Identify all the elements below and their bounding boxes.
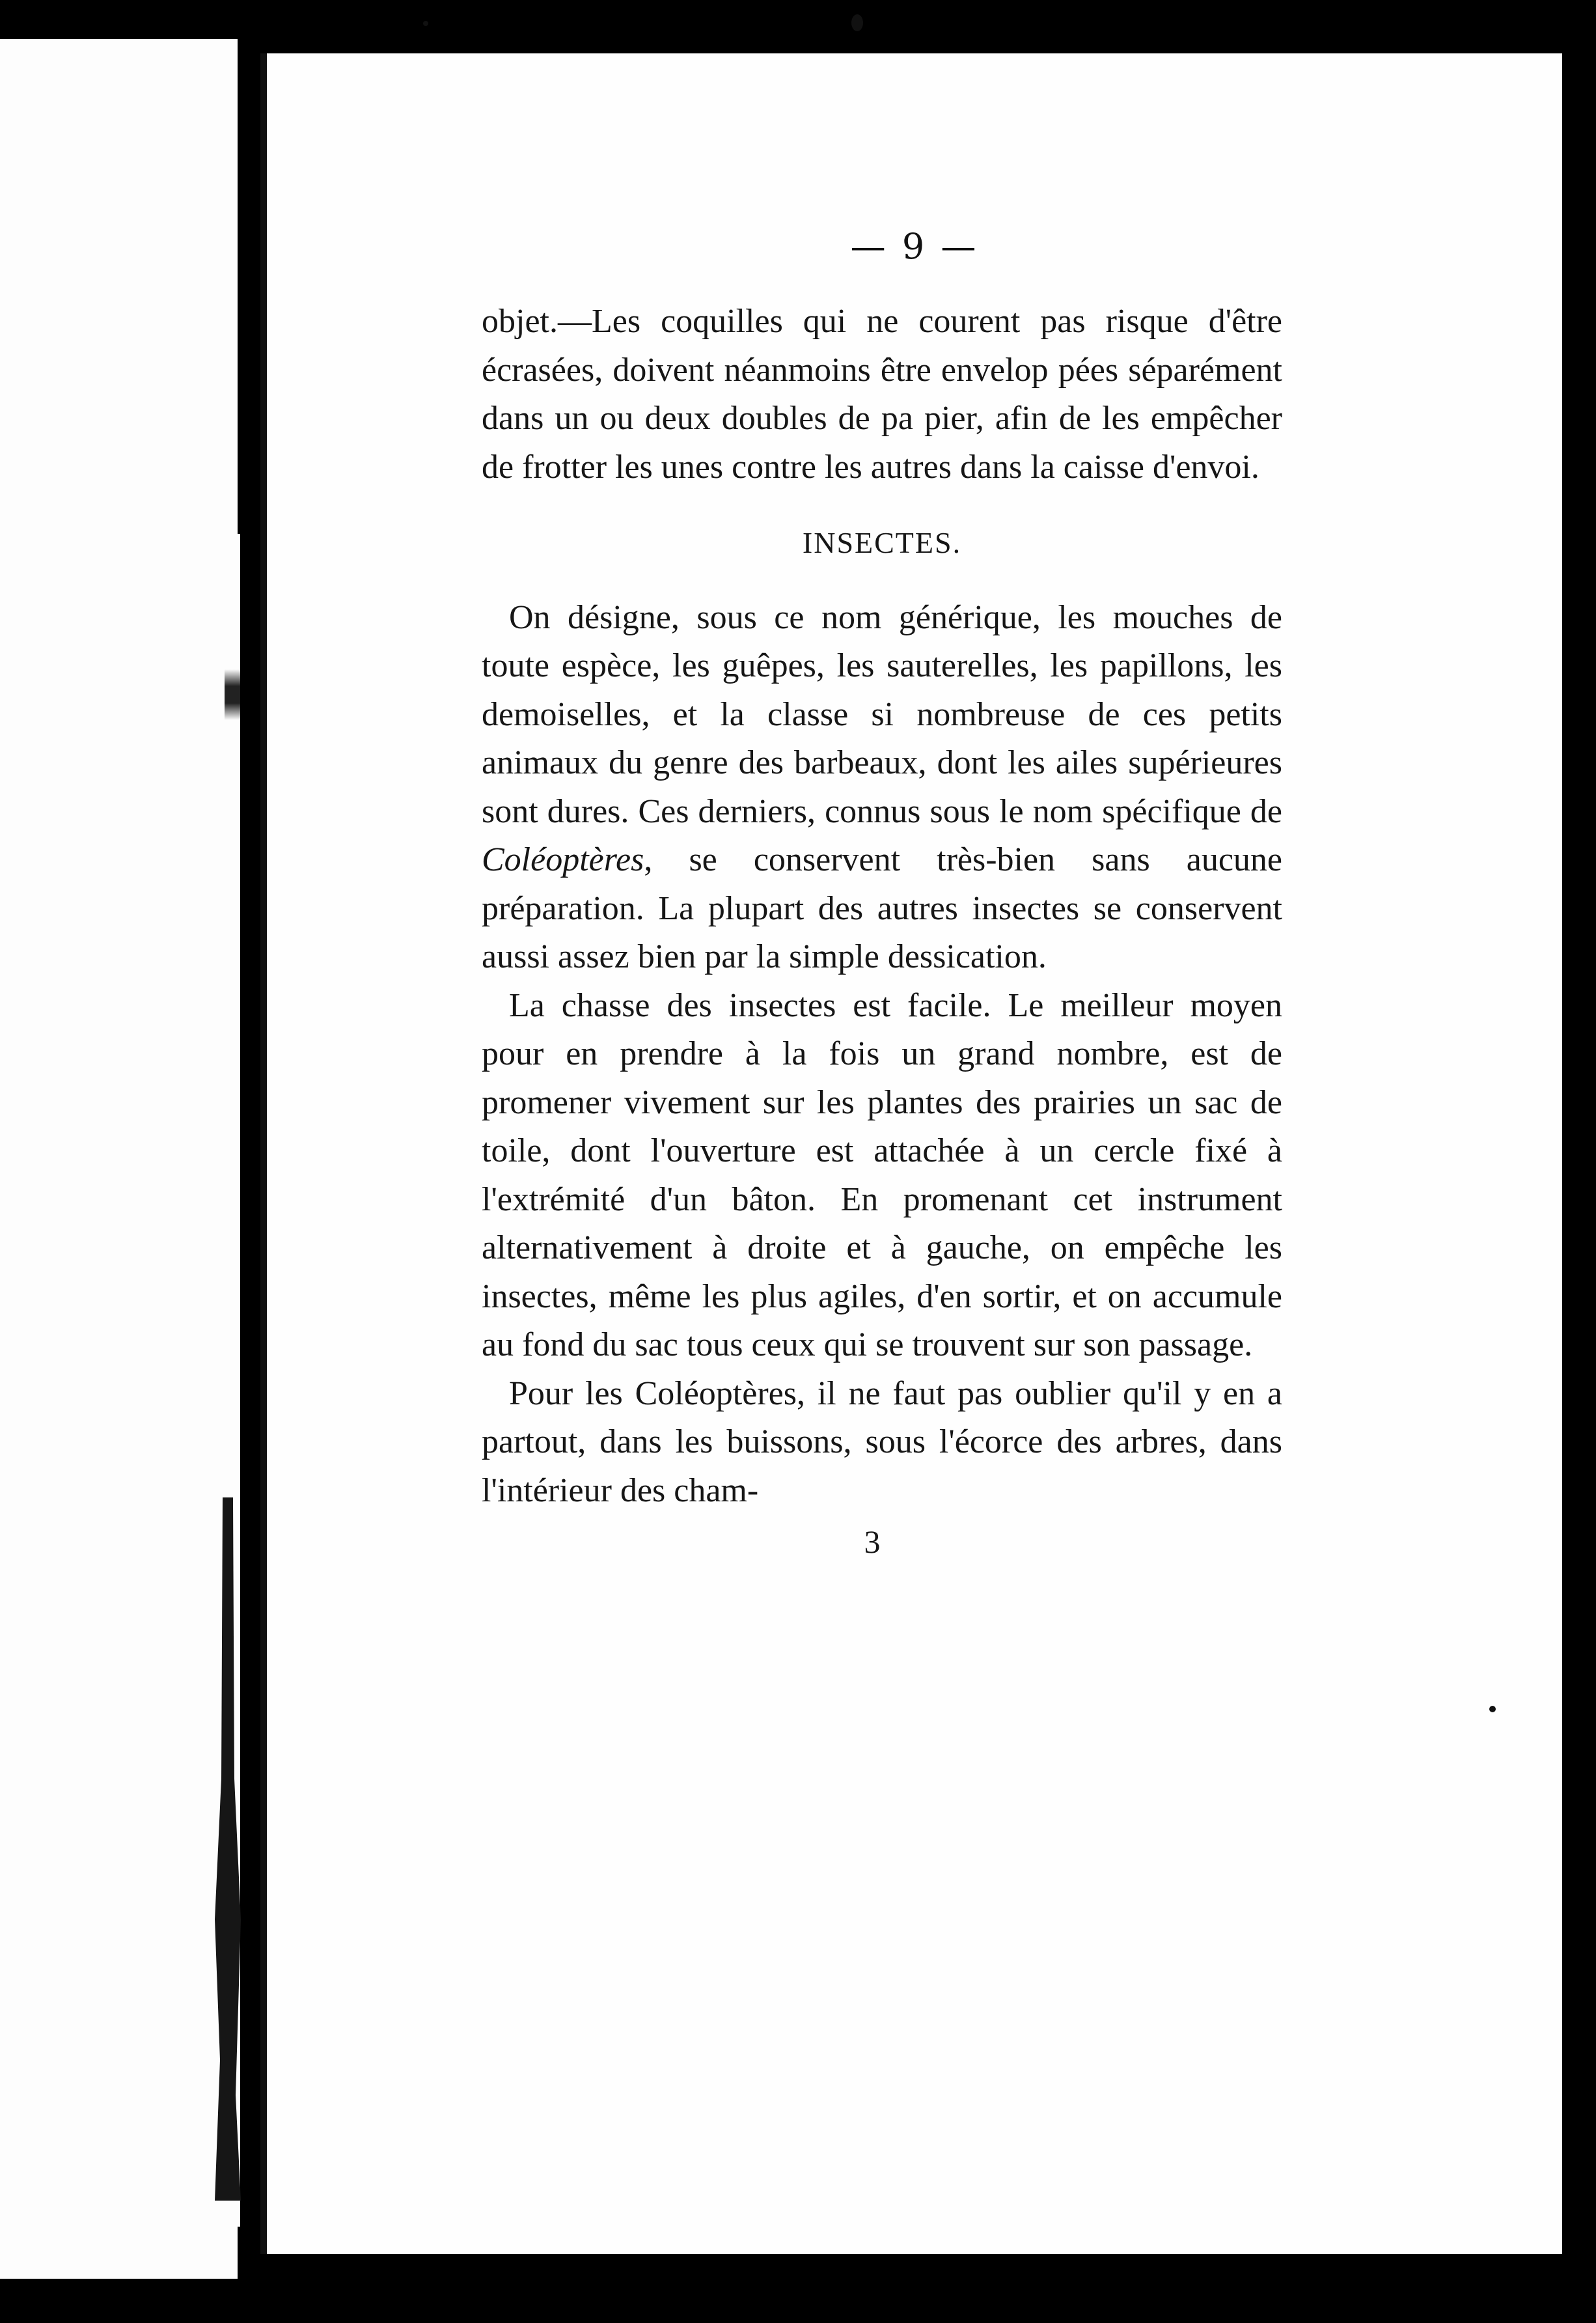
- intro-line: pier, afin de les empêcher de frotter les unes contre: [482, 400, 1282, 486]
- paragraph-insect-hunting: La chasse des insectes est facile. Le meilleur moyen pour en prendre à la fois un grand nombre, est de promener vivement sur les plantes des prairies un sac de toile, dont l'ouverture est attachée à un cercle fixé à l'extrémité d'un bâton. En promenant cet instrument alternativement à droite et à gauche, on empêche les insectes, même les plus agiles, d'en sortir, et on accumule au fond du sac tous ceux qui se trouvent sur son passage.: [482, 986, 1282, 1363]
- page-body: [482, 298, 1282, 1566]
- definition-italic-term: Coléoptères: [482, 841, 644, 878]
- paragraph-coleoptera: Pour les Coléoptères, il ne faut pas oublier qu'il y en a partout, dans les buissons, sous l'écorce des arbres, dans l'intérieur des cham-: [482, 1374, 1282, 1509]
- book-page: [260, 53, 1562, 2254]
- intro-line: les autres dans la caisse d'envoi.: [825, 448, 1259, 486]
- definition-text-continued: , se conservent très-bien sans aucune préparation. La plupart des autres insectes se conservent aussi assez bien par la simple dessication.: [482, 841, 1282, 975]
- intro-line: objet.—Les coquilles qui ne courent pas risque: [482, 303, 1209, 340]
- scan-speck: [1489, 1706, 1496, 1712]
- intro-line: d'être écrasées, doivent néanmoins être envelop: [482, 303, 1282, 389]
- signature-mark: 3: [864, 1523, 881, 1560]
- paragraph-insects-definition: [482, 594, 1282, 982]
- facing-page-edge: [0, 39, 238, 2279]
- scan-speck: [851, 14, 863, 31]
- scan-speck: [423, 21, 428, 26]
- paragraph-intro: [482, 298, 1282, 492]
- section-heading: INSECTES.: [802, 526, 962, 559]
- definition-text: On désigne, sous ce nom générique, les mouches de toute espèce, les guêpes, les sauterelles, les papillons, les demoiselles, et la classe si nombreuse de ces petits animaux du genre des barbeaux, dont les ailes supérieures sont dures. Ces derniers, connus sous le nom spécifique de: [482, 598, 1282, 830]
- intro-line: pées séparément dans un ou deux doubles de pa: [482, 351, 1282, 437]
- page-number: — 9 —: [850, 226, 979, 267]
